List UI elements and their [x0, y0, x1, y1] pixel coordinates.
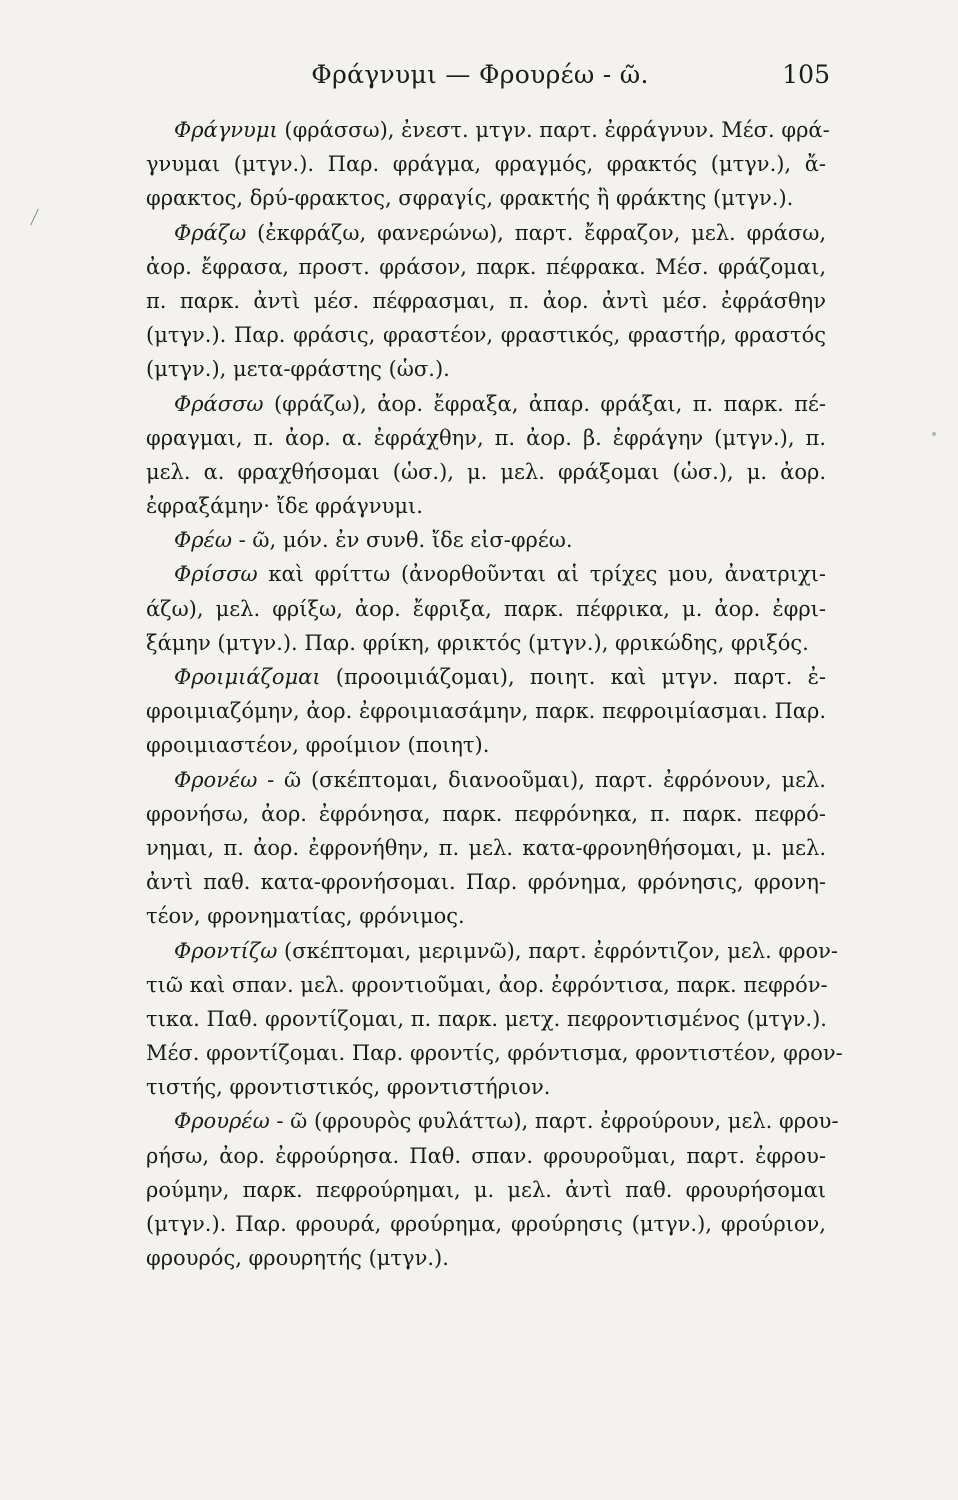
text-line	[146, 113, 830, 147]
text-line	[146, 1139, 826, 1173]
headword: Φράζω	[174, 220, 247, 245]
entry-text: άζω), μελ. φρίξω, ἀορ. ἔφριξα, παρκ. πέφρικα, μ. ἀορ. ἐφρι-	[146, 596, 826, 621]
entry-text: γνυμαι (μτγν.). Παρ. φράγμα, φραγμός, φρακτός (μτγν.), ἄ-	[146, 152, 826, 177]
text-line	[146, 694, 826, 728]
text-line	[146, 1002, 826, 1036]
text-line	[146, 592, 826, 626]
text-line	[146, 968, 826, 1002]
text-line	[146, 421, 826, 455]
entry-text: - ῶ (σκέπτομαι, διανοοῦμαι), παρτ. ἐφρόνουν, μελ.	[257, 767, 826, 792]
entry-text: π. παρκ. ἀντὶ μέσ. πέφρασμαι, π. ἀορ. ἀντὶ μέσ. ἐφράσθην	[146, 288, 826, 313]
entry-text: (μτγν.). Παρ. φρουρά, φρούρημα, φρούρησις (μτγν.), φρούριον,	[146, 1212, 826, 1236]
text-line	[146, 387, 826, 421]
entry-text: φραγμαι, π. ἀορ. α. ἐφράχθην, π. ἀορ. β. ἐφράγην (μτγν.), π.	[146, 425, 826, 450]
text-line	[146, 455, 826, 489]
dictionary-text	[146, 113, 843, 1275]
entry-text: (φράσσω), ἐνεστ. μτγν. παρτ. ἐφράγνυν. Μέσ. φρά-	[277, 118, 830, 142]
entry-text: (φράζω), ἀορ. ἔφραξα, ἀπαρ. φράξαι, π. παρκ. πέ-	[263, 391, 826, 416]
entry-text: (μτγν.). Παρ. φράσις, φραστέον, φραστικός, φραστήρ, φραστός	[146, 323, 826, 348]
entry-text: φρονήσω, ἀορ. ἐφρόνησα, παρκ. πεφρόνηκα, π. παρκ. πεφρό-	[146, 801, 826, 826]
entry-text: ρούμην, παρκ. πεφρούρημαι, μ. μελ. ἀντὶ παθ. φρουρήσομαι	[146, 1177, 826, 1202]
text-line	[146, 181, 826, 215]
headword: Φρέω	[174, 528, 232, 553]
headword: Φροιμιάζομαι	[174, 665, 321, 689]
entry-text: ἐφραξάμην· ἴδε φράγνυμι.	[146, 494, 423, 519]
entry-text: Μέσ. φροντίζομαι. Παρ. φροντίς, φρόντισμα, φροντιστέον, φρον-	[146, 1041, 843, 1066]
entry-text: ἀντὶ παθ. κατα-φρονήσομαι. Παρ. φρόνημα, φρόνησις, φρονη-	[146, 870, 826, 895]
headword: Φράσσω	[174, 391, 264, 416]
entry-text: τιῶ καὶ σπαν. μελ. φροντιοῦμαι, ἀορ. ἐφρόντισα, παρκ. πεφρόν-	[146, 972, 828, 997]
text-line	[146, 865, 826, 899]
entry-text: φροιμιαστέον, φροίμιον (ποιητ).	[146, 733, 490, 758]
entry-text: φρακτος, δρύ-φρακτος, σφραγίς, φρακτής ἢ φράκτης (μτγν.).	[146, 186, 794, 211]
text-line	[146, 763, 826, 797]
entry-text: φροιμιαζόμην, ἀορ. ἐφροιμιασάμην, παρκ. πεφροιμίασμαι. Παρ.	[146, 699, 826, 724]
text-line	[146, 1036, 843, 1070]
entry-text: ξάμην (μτγν.). Παρ. φρίκη, φρικτός (μτγν.), φρικώδης, φριξός.	[146, 630, 809, 655]
entry-text: τικα. Παθ. φροντίζομαι, π. παρκ. μετχ. πεφροντισμένος (μτγν.).	[146, 1006, 827, 1031]
text-line	[146, 318, 826, 352]
page-header	[140, 56, 830, 96]
text-line	[146, 284, 826, 318]
text-line	[146, 899, 826, 933]
text-line	[146, 489, 826, 523]
entry-text: (προοιμιάζομαι), ποιητ. καὶ μτγν. παρτ. ἐ-	[320, 665, 826, 689]
headword: Φρουρέω	[174, 1109, 270, 1134]
entry-text: ρήσω, ἀορ. ἐφρούρησα. Παθ. σπαν. φρουροῦμαι, παρτ. ἐφρου-	[146, 1143, 826, 1168]
entry-text: (ἐκφράζω, φανερώνω), παρτ. ἔφραζον, μελ. φράσω,	[246, 220, 826, 245]
entry-text: νημαι, π. ἀορ. ἐφρονήθην, π. μελ. κατα-φρονηθήσομαι, μ. μελ.	[146, 835, 826, 860]
text-line	[146, 660, 826, 694]
entry-text: - ῶ, μόν. ἐν συνθ. ἴδε εἰσ-φρέω.	[231, 528, 573, 553]
text-line	[146, 831, 826, 865]
entry-text: ἀορ. ἔφρασα, προστ. φράσον, παρκ. πέφρακα. Μέσ. φράζομαι,	[146, 254, 826, 279]
text-line	[146, 1104, 839, 1138]
text-line	[146, 147, 826, 181]
text-line	[146, 523, 826, 557]
text-line	[146, 250, 826, 284]
page-number: 105	[782, 60, 830, 89]
headword: Φρίσσω	[174, 562, 258, 587]
text-line	[146, 626, 826, 660]
headword: Φρονέω	[174, 767, 258, 792]
speck	[932, 432, 936, 436]
text-line	[146, 934, 838, 968]
entry-text: φρουρός, φρουρητής (μτγν.).	[146, 1246, 449, 1271]
headword: Φροντίζω	[174, 938, 278, 963]
text-line	[146, 1241, 826, 1275]
margin-mark	[30, 209, 39, 226]
text-line	[146, 352, 826, 386]
entry-text: καὶ φρίττω (ἀνορθοῦνται αἱ τρίχες μου, ἀνατριχι-	[257, 562, 826, 587]
entry-text: (μτγν.), μετα-φράστης (ὡσ.).	[146, 357, 450, 382]
entry-text: τιστής, φροντιστικός, φροντιστήριον.	[146, 1075, 551, 1100]
text-line	[146, 1173, 826, 1207]
entry-text: τέον, φρονηματίας, φρόνιμος.	[146, 904, 465, 929]
entry-text: - ῶ (φρουρὸς φυλάττω), παρτ. ἐφρούρουν, μελ. φρου-	[269, 1109, 839, 1134]
text-line	[146, 1207, 826, 1241]
text-line	[146, 557, 826, 591]
text-line	[146, 728, 826, 762]
text-line	[146, 1070, 826, 1104]
entry-text: (σκέπτομαι, μεριμνῶ), παρτ. ἐφρόντιζον, μελ. φρον-	[277, 938, 838, 963]
text-line	[146, 216, 826, 250]
entry-text: μελ. α. φραχθήσομαι (ὡσ.), μ. μελ. φράξομαι (ὡσ.), μ. ἀορ.	[146, 459, 826, 484]
text-line	[146, 797, 826, 831]
running-title: Φράγνυμι — Φρουρέω - ῶ.	[311, 60, 649, 89]
headword: Φράγνυμι	[174, 118, 278, 142]
